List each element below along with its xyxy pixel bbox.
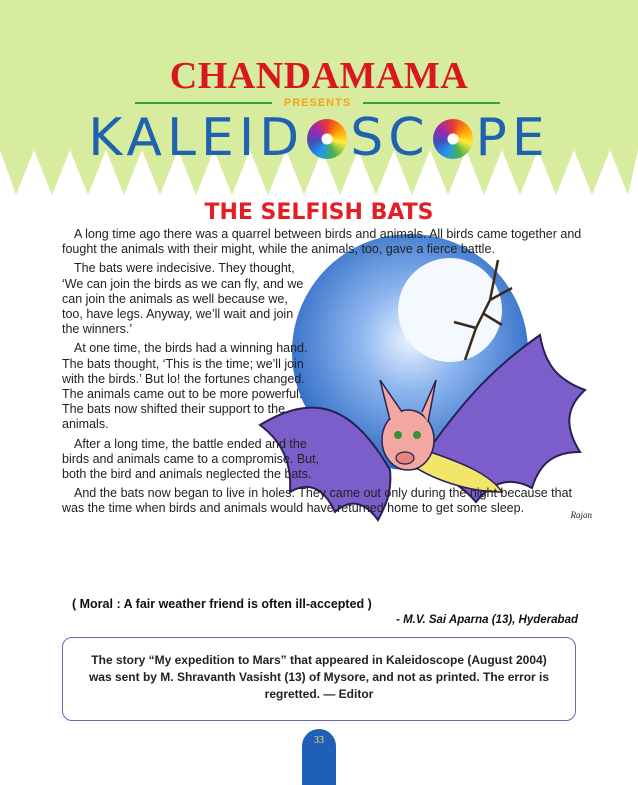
cd-disc-icon	[307, 119, 347, 159]
story-title: THE SELFISH BATS	[204, 200, 434, 225]
section-logo	[0, 108, 638, 168]
section-logo-part-3: PE	[475, 108, 550, 168]
editor-notice-text: The story “My expedition to Mars” that appeared in Kaleidoscope (August 2004) was sent by M. Shravanth Vasisht (13) of Mysore, and not as printed. The error is regretted. — Editor	[88, 653, 550, 701]
story-paragraph-3: At one time, the birds had a winning hand. The bats thought, ‘This is the time; we’ll join with the birds.’ But lo! the fortunes changed. The animals came out to be more powerful. The bats now shifted their support to the animals.	[62, 341, 308, 432]
editor-notice-box	[62, 637, 576, 721]
story-paragraph-2: The bats were indecisive. They thought, ‘We can join the birds as we can fly, and we can join the animals as well because we, too, have legs. Anyway, we’ll wait and join the winners.’	[62, 261, 304, 337]
story-paragraph-1: A long time ago there was a quarrel between birds and animals. All birds came together and fought the animals with their might, while the animals, too, gave a fierce battle.	[62, 227, 582, 257]
illustrator-signature: Rajan	[570, 510, 592, 520]
brand-logo: CHANDAMAMA	[169, 55, 469, 97]
page-number: 33	[314, 735, 324, 746]
story-moral: ( Moral : A fair weather friend is often ill-accepted )	[72, 597, 372, 611]
author-credit: - M.V. Sai Aparna (13), Hyderabad	[396, 614, 578, 626]
divider-rule-left	[135, 102, 272, 104]
presents-label: PRESENTS	[283, 97, 352, 109]
section-logo-part-1: KALEID	[88, 108, 305, 168]
cd-disc-icon	[433, 119, 473, 159]
story-paragraph-5: And the bats now began to live in holes. They came out only during the night because that was the time when birds and animals would have returned home to get some sleep.	[62, 486, 573, 516]
section-logo-part-2: SC	[350, 108, 430, 168]
story-paragraph-4: After a long time, the battle ended and the birds and animals came to a compromise. But, both the bird and animals neglected the bats.	[62, 436, 320, 482]
story-body	[62, 227, 582, 521]
divider-rule-right	[363, 102, 500, 104]
